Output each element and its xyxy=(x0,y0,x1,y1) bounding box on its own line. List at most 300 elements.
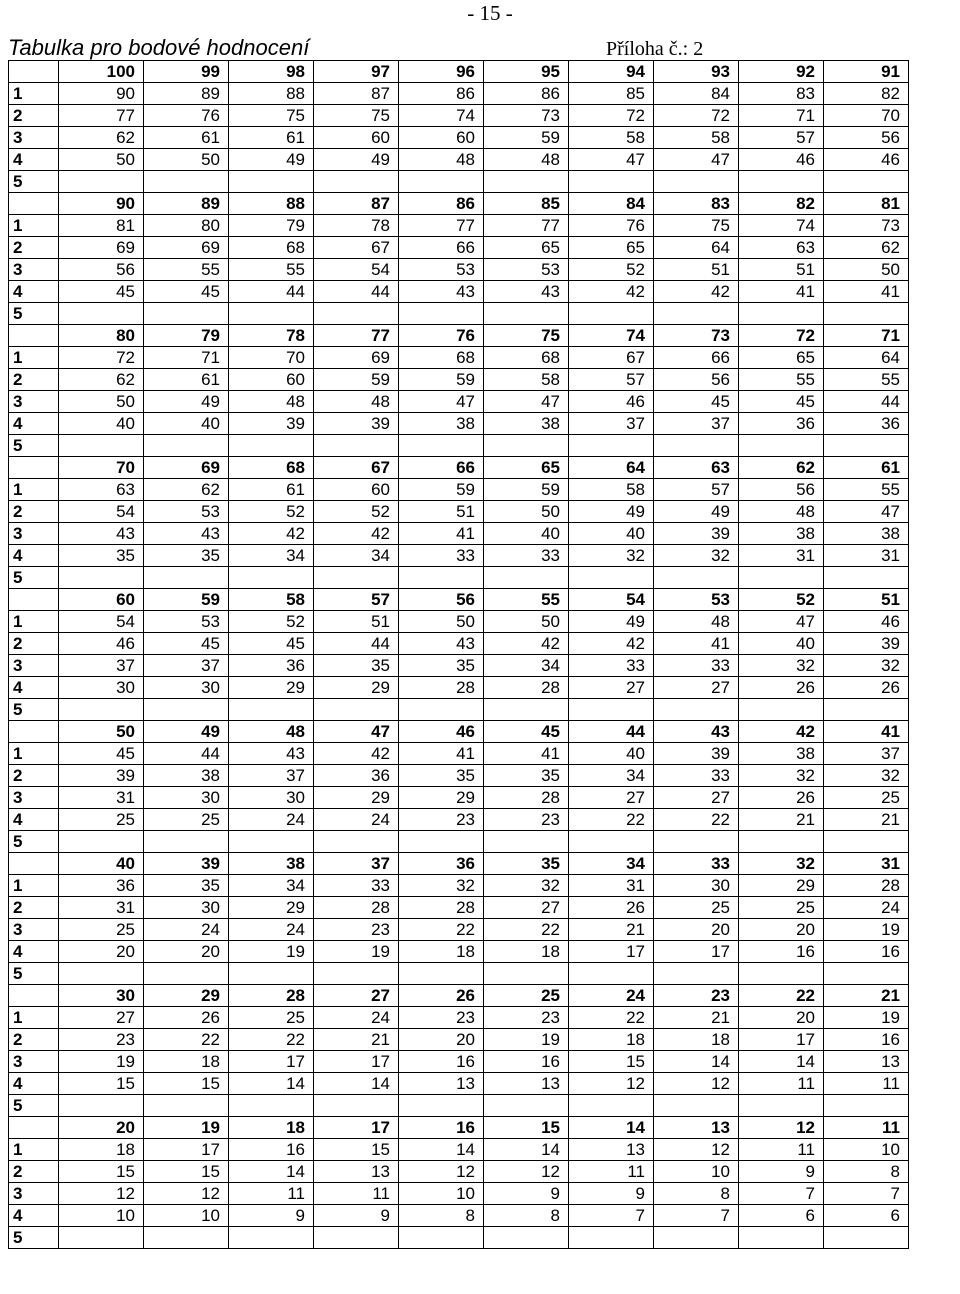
score-cell xyxy=(654,435,739,457)
header-score-cell: 57 xyxy=(314,589,399,611)
score-cell: 51 xyxy=(654,259,739,281)
score-cell: 36 xyxy=(314,765,399,787)
score-cell: 88 xyxy=(229,83,314,105)
score-cell: 65 xyxy=(739,347,824,369)
score-cell: 58 xyxy=(569,479,654,501)
score-cell: 18 xyxy=(399,941,484,963)
score-cell: 29 xyxy=(229,677,314,699)
header-score-cell: 59 xyxy=(144,589,229,611)
score-cell: 35 xyxy=(399,765,484,787)
score-cell: 19 xyxy=(824,1007,909,1029)
score-cell: 47 xyxy=(399,391,484,413)
score-cell: 38 xyxy=(144,765,229,787)
score-cell: 39 xyxy=(59,765,144,787)
score-cell: 39 xyxy=(654,523,739,545)
score-cell: 8 xyxy=(654,1183,739,1205)
score-cell: 60 xyxy=(229,369,314,391)
score-cell: 74 xyxy=(739,215,824,237)
score-cell: 42 xyxy=(654,281,739,303)
score-cell xyxy=(484,1227,569,1249)
header-score-cell: 30 xyxy=(59,985,144,1007)
score-cell: 18 xyxy=(484,941,569,963)
score-cell: 42 xyxy=(314,523,399,545)
score-cell: 56 xyxy=(654,369,739,391)
score-cell: 32 xyxy=(484,875,569,897)
score-cell: 44 xyxy=(824,391,909,413)
row-label-cell: 1 xyxy=(9,1007,59,1029)
score-cell xyxy=(314,1227,399,1249)
table-row xyxy=(9,171,909,193)
score-cell: 70 xyxy=(229,347,314,369)
score-cell: 25 xyxy=(824,787,909,809)
page-title: Tabulka pro bodové hodnocení xyxy=(8,35,310,60)
score-cell xyxy=(314,567,399,589)
score-cell: 59 xyxy=(484,127,569,149)
row-label-cell: 2 xyxy=(9,369,59,391)
score-cell: 49 xyxy=(569,611,654,633)
score-cell xyxy=(824,1095,909,1117)
score-cell xyxy=(59,1227,144,1249)
score-cell: 25 xyxy=(144,809,229,831)
score-cell: 28 xyxy=(484,787,569,809)
header-score-cell: 43 xyxy=(654,721,739,743)
header-score-cell: 99 xyxy=(144,61,229,83)
score-cell: 7 xyxy=(654,1205,739,1227)
score-cell: 17 xyxy=(144,1139,229,1161)
score-cell: 66 xyxy=(399,237,484,259)
score-cell: 49 xyxy=(654,501,739,523)
header-score-cell: 81 xyxy=(824,193,909,215)
score-cell: 50 xyxy=(484,501,569,523)
score-cell: 33 xyxy=(484,545,569,567)
score-cell: 43 xyxy=(399,633,484,655)
score-cell: 44 xyxy=(229,281,314,303)
header-score-cell: 83 xyxy=(654,193,739,215)
score-cell xyxy=(399,1227,484,1249)
score-cell: 15 xyxy=(314,1139,399,1161)
score-cell: 41 xyxy=(484,743,569,765)
score-cell: 35 xyxy=(59,545,144,567)
score-cell: 22 xyxy=(229,1029,314,1051)
score-cell: 41 xyxy=(399,743,484,765)
header-score-cell: 25 xyxy=(484,985,569,1007)
score-cell: 23 xyxy=(484,809,569,831)
score-cell: 13 xyxy=(824,1051,909,1073)
header-score-cell: 64 xyxy=(569,457,654,479)
score-cell: 23 xyxy=(399,1007,484,1029)
header-score-cell: 97 xyxy=(314,61,399,83)
score-cell xyxy=(314,435,399,457)
score-cell: 27 xyxy=(59,1007,144,1029)
score-cell xyxy=(144,699,229,721)
header-score-cell: 86 xyxy=(399,193,484,215)
score-cell: 22 xyxy=(569,809,654,831)
score-cell xyxy=(824,831,909,853)
header-score-cell: 78 xyxy=(229,325,314,347)
score-cell: 10 xyxy=(399,1183,484,1205)
score-cell xyxy=(484,435,569,457)
score-cell: 29 xyxy=(739,875,824,897)
row-label-cell: 4 xyxy=(9,281,59,303)
score-cell: 29 xyxy=(314,677,399,699)
table-row xyxy=(9,435,909,457)
row-label-cell: 3 xyxy=(9,787,59,809)
score-cell: 34 xyxy=(314,545,399,567)
score-cell xyxy=(229,303,314,325)
score-cell: 50 xyxy=(144,149,229,171)
score-cell: 42 xyxy=(229,523,314,545)
row-label-cell: 3 xyxy=(9,127,59,149)
block-header-row xyxy=(9,457,909,479)
score-cell: 31 xyxy=(824,545,909,567)
score-cell: 60 xyxy=(399,127,484,149)
score-cell: 45 xyxy=(59,743,144,765)
score-cell: 46 xyxy=(824,149,909,171)
score-cell: 65 xyxy=(569,237,654,259)
score-cell: 67 xyxy=(569,347,654,369)
score-cell: 26 xyxy=(569,897,654,919)
score-cell: 19 xyxy=(484,1029,569,1051)
score-cell xyxy=(59,171,144,193)
score-cell xyxy=(229,1095,314,1117)
score-cell xyxy=(314,963,399,985)
row-label-cell: 1 xyxy=(9,479,59,501)
score-cell: 40 xyxy=(59,413,144,435)
header-score-cell: 77 xyxy=(314,325,399,347)
header-corner-cell xyxy=(9,589,59,611)
row-label-cell: 3 xyxy=(9,523,59,545)
table-row xyxy=(9,699,909,721)
score-cell: 47 xyxy=(484,391,569,413)
score-cell: 41 xyxy=(654,633,739,655)
score-cell: 55 xyxy=(229,259,314,281)
table-row xyxy=(9,677,909,699)
header-score-cell: 31 xyxy=(824,853,909,875)
header-score-cell: 94 xyxy=(569,61,654,83)
score-cell: 49 xyxy=(569,501,654,523)
score-cell: 23 xyxy=(59,1029,144,1051)
score-cell: 41 xyxy=(399,523,484,545)
score-cell xyxy=(654,1095,739,1117)
table-row xyxy=(9,1007,909,1029)
score-cell: 29 xyxy=(314,787,399,809)
row-label-cell: 4 xyxy=(9,1073,59,1095)
row-label-cell: 2 xyxy=(9,897,59,919)
score-cell: 36 xyxy=(229,655,314,677)
header-score-cell: 85 xyxy=(484,193,569,215)
score-cell: 78 xyxy=(314,215,399,237)
score-cell: 35 xyxy=(399,655,484,677)
score-cell: 43 xyxy=(229,743,314,765)
score-cell: 14 xyxy=(484,1139,569,1161)
score-cell: 25 xyxy=(229,1007,314,1029)
block-header-row xyxy=(9,1117,909,1139)
block-header-row xyxy=(9,985,909,1007)
score-cell: 64 xyxy=(654,237,739,259)
score-cell xyxy=(144,303,229,325)
score-cell: 65 xyxy=(484,237,569,259)
score-cell: 62 xyxy=(59,369,144,391)
score-cell: 50 xyxy=(484,611,569,633)
header-score-cell: 33 xyxy=(654,853,739,875)
header-score-cell: 11 xyxy=(824,1117,909,1139)
header-score-cell: 21 xyxy=(824,985,909,1007)
score-cell: 39 xyxy=(229,413,314,435)
score-cell: 50 xyxy=(399,611,484,633)
score-cell: 31 xyxy=(59,897,144,919)
score-cell: 54 xyxy=(59,611,144,633)
header-score-cell: 84 xyxy=(569,193,654,215)
score-cell xyxy=(484,171,569,193)
score-cell xyxy=(739,1227,824,1249)
score-cell: 33 xyxy=(654,655,739,677)
score-cell: 75 xyxy=(314,105,399,127)
table-row xyxy=(9,83,909,105)
score-cell: 90 xyxy=(59,83,144,105)
attachment-label: Příloha č.: 2 xyxy=(606,38,704,60)
score-cell: 37 xyxy=(824,743,909,765)
score-cell: 87 xyxy=(314,83,399,105)
score-cell xyxy=(314,303,399,325)
score-cell: 51 xyxy=(739,259,824,281)
score-cell: 8 xyxy=(484,1205,569,1227)
score-cell: 20 xyxy=(654,919,739,941)
score-cell: 68 xyxy=(229,237,314,259)
table-row xyxy=(9,215,909,237)
score-cell: 9 xyxy=(484,1183,569,1205)
score-cell: 8 xyxy=(399,1205,484,1227)
score-cell: 27 xyxy=(484,897,569,919)
score-cell: 48 xyxy=(314,391,399,413)
score-cell: 58 xyxy=(569,127,654,149)
score-cell: 51 xyxy=(399,501,484,523)
table-row xyxy=(9,1183,909,1205)
row-label-cell: 5 xyxy=(9,435,59,457)
score-cell: 50 xyxy=(59,391,144,413)
score-cell: 48 xyxy=(654,611,739,633)
score-cell: 46 xyxy=(739,149,824,171)
score-cell: 23 xyxy=(314,919,399,941)
header-score-cell: 74 xyxy=(569,325,654,347)
score-cell xyxy=(569,1095,654,1117)
score-cell: 73 xyxy=(484,105,569,127)
row-label-cell: 5 xyxy=(9,963,59,985)
header-score-cell: 55 xyxy=(484,589,569,611)
score-cell: 43 xyxy=(484,281,569,303)
header-score-cell: 41 xyxy=(824,721,909,743)
score-cell: 79 xyxy=(229,215,314,237)
score-cell: 44 xyxy=(314,281,399,303)
header-score-cell: 61 xyxy=(824,457,909,479)
score-cell: 40 xyxy=(739,633,824,655)
score-cell: 26 xyxy=(739,787,824,809)
header-score-cell: 88 xyxy=(229,193,314,215)
score-cell: 16 xyxy=(824,941,909,963)
score-cell: 76 xyxy=(144,105,229,127)
table-row xyxy=(9,1205,909,1227)
table-row xyxy=(9,919,909,941)
score-cell: 35 xyxy=(144,875,229,897)
score-cell: 13 xyxy=(484,1073,569,1095)
header-corner-cell xyxy=(9,193,59,215)
score-cell: 81 xyxy=(59,215,144,237)
score-cell: 86 xyxy=(399,83,484,105)
score-cell xyxy=(824,435,909,457)
score-cell: 34 xyxy=(229,545,314,567)
score-table xyxy=(8,60,909,1249)
score-cell: 12 xyxy=(484,1161,569,1183)
row-label-cell: 3 xyxy=(9,259,59,281)
header-score-cell: 32 xyxy=(739,853,824,875)
row-label-cell: 5 xyxy=(9,831,59,853)
table-row xyxy=(9,149,909,171)
table-row xyxy=(9,963,909,985)
block-header-row xyxy=(9,853,909,875)
row-label-cell: 4 xyxy=(9,413,59,435)
score-cell: 31 xyxy=(59,787,144,809)
block-header-row xyxy=(9,61,909,83)
score-cell: 40 xyxy=(569,743,654,765)
header-score-cell: 29 xyxy=(144,985,229,1007)
score-cell xyxy=(314,1095,399,1117)
score-cell xyxy=(569,1227,654,1249)
score-cell: 45 xyxy=(144,281,229,303)
score-cell: 46 xyxy=(59,633,144,655)
score-cell xyxy=(824,303,909,325)
score-cell: 37 xyxy=(569,413,654,435)
score-cell: 27 xyxy=(654,677,739,699)
row-label-cell: 2 xyxy=(9,633,59,655)
row-label-cell: 1 xyxy=(9,611,59,633)
score-cell xyxy=(484,567,569,589)
score-cell xyxy=(654,831,739,853)
score-cell: 75 xyxy=(229,105,314,127)
score-cell xyxy=(144,1227,229,1249)
score-cell: 16 xyxy=(399,1051,484,1073)
score-cell xyxy=(144,567,229,589)
header-score-cell: 46 xyxy=(399,721,484,743)
score-cell xyxy=(484,699,569,721)
row-label-cell: 4 xyxy=(9,149,59,171)
score-cell: 19 xyxy=(229,941,314,963)
score-cell: 39 xyxy=(654,743,739,765)
header-score-cell: 87 xyxy=(314,193,399,215)
score-cell: 12 xyxy=(144,1183,229,1205)
score-cell: 36 xyxy=(824,413,909,435)
score-cell: 11 xyxy=(569,1161,654,1183)
score-cell: 57 xyxy=(569,369,654,391)
score-cell: 18 xyxy=(144,1051,229,1073)
score-cell: 16 xyxy=(229,1139,314,1161)
score-cell xyxy=(229,171,314,193)
score-cell xyxy=(59,567,144,589)
header-score-cell: 34 xyxy=(569,853,654,875)
block-header-row xyxy=(9,721,909,743)
row-label-cell: 1 xyxy=(9,743,59,765)
score-cell: 27 xyxy=(569,677,654,699)
score-cell: 55 xyxy=(144,259,229,281)
score-cell: 43 xyxy=(399,281,484,303)
score-cell: 12 xyxy=(569,1073,654,1095)
score-cell xyxy=(59,435,144,457)
score-cell xyxy=(399,303,484,325)
score-cell: 31 xyxy=(569,875,654,897)
score-cell: 62 xyxy=(824,237,909,259)
block-header-row xyxy=(9,193,909,215)
table-row xyxy=(9,347,909,369)
score-cell xyxy=(144,963,229,985)
score-cell xyxy=(739,435,824,457)
score-cell xyxy=(484,303,569,325)
score-cell: 57 xyxy=(739,127,824,149)
score-cell xyxy=(229,567,314,589)
score-cell xyxy=(824,963,909,985)
score-cell: 59 xyxy=(399,479,484,501)
score-cell: 54 xyxy=(314,259,399,281)
score-cell xyxy=(484,831,569,853)
header-score-cell: 47 xyxy=(314,721,399,743)
table-row xyxy=(9,655,909,677)
score-cell: 25 xyxy=(739,897,824,919)
header-score-cell: 15 xyxy=(484,1117,569,1139)
score-cell: 29 xyxy=(399,787,484,809)
header-score-cell: 51 xyxy=(824,589,909,611)
score-cell xyxy=(569,699,654,721)
score-cell: 58 xyxy=(484,369,569,391)
score-cell xyxy=(399,171,484,193)
table-row xyxy=(9,259,909,281)
score-cell: 12 xyxy=(399,1161,484,1183)
score-cell: 69 xyxy=(314,347,399,369)
table-row xyxy=(9,1161,909,1183)
score-cell: 72 xyxy=(654,105,739,127)
score-cell: 6 xyxy=(824,1205,909,1227)
row-label-cell: 3 xyxy=(9,919,59,941)
score-cell: 24 xyxy=(314,809,399,831)
score-cell: 17 xyxy=(739,1029,824,1051)
score-cell: 16 xyxy=(484,1051,569,1073)
table-row xyxy=(9,545,909,567)
score-cell: 10 xyxy=(59,1205,144,1227)
score-cell: 70 xyxy=(824,105,909,127)
score-cell: 25 xyxy=(59,919,144,941)
score-cell: 20 xyxy=(739,1007,824,1029)
score-cell xyxy=(654,963,739,985)
header-score-cell: 82 xyxy=(739,193,824,215)
score-cell: 30 xyxy=(144,677,229,699)
score-cell xyxy=(59,699,144,721)
header-score-cell: 23 xyxy=(654,985,739,1007)
score-cell: 11 xyxy=(739,1073,824,1095)
score-cell: 7 xyxy=(824,1183,909,1205)
row-label-cell: 3 xyxy=(9,1183,59,1205)
score-cell: 22 xyxy=(144,1029,229,1051)
score-cell: 41 xyxy=(824,281,909,303)
score-cell: 71 xyxy=(144,347,229,369)
score-cell: 41 xyxy=(739,281,824,303)
score-cell: 18 xyxy=(569,1029,654,1051)
score-cell xyxy=(229,963,314,985)
score-cell xyxy=(144,831,229,853)
score-cell: 8 xyxy=(824,1161,909,1183)
score-cell: 18 xyxy=(654,1029,739,1051)
table-row xyxy=(9,1051,909,1073)
row-label-cell: 2 xyxy=(9,237,59,259)
score-cell: 45 xyxy=(739,391,824,413)
score-cell: 9 xyxy=(229,1205,314,1227)
score-cell: 58 xyxy=(654,127,739,149)
header-score-cell: 95 xyxy=(484,61,569,83)
